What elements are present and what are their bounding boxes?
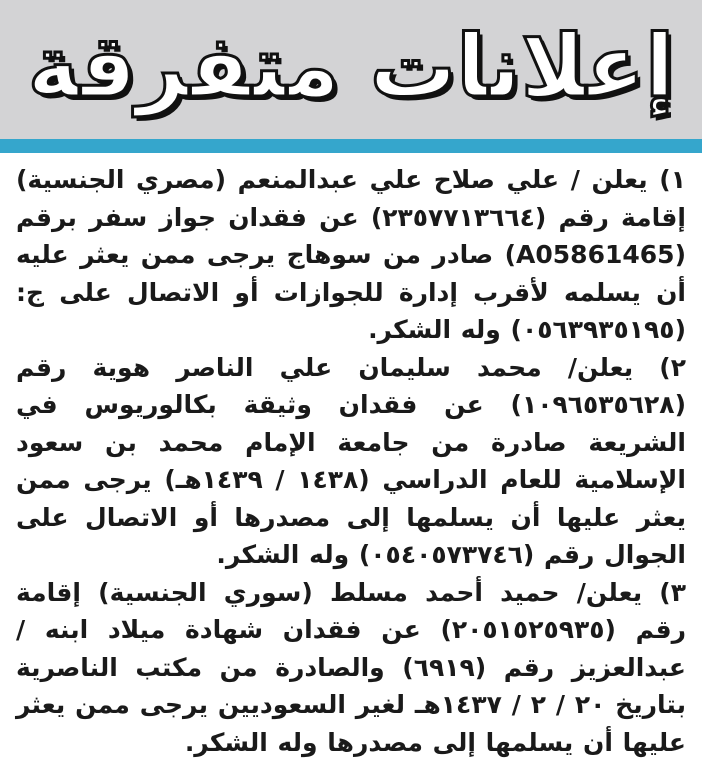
section-title: إعلانات متفرقة — [27, 16, 675, 117]
notices-list — [0, 153, 702, 761]
notice-item-2: ٢) يعلن/ محمد سليمان علي الناصر هوية رقم (١٠٩٦٥٣٥٦٢٨) عن فقدان وثيقة بكالوريوس في الشريعة صادرة من جامعة الإمام محمد بن سعود الإسلامية للعام الدراسي (١٤٣٨ / ١٤٣٩هـ) يرجى ممن يعثر عليها أن يسلمها إلى مصدرها أو الاتصال على الجوال رقم (٠٥٤٠٥٧٣٧٤٦) وله الشكر. — [16, 352, 686, 569]
section-header — [0, 0, 702, 139]
notice-item-1: ١) يعلن / علي صلاح علي عبدالمنعم (مصري الجنسية) إقامة رقم (٢٣٥٧٧١٣٦٦٤) عن فقدان جواز سفر برقم (A05861465) صادر من سوهاج يرجى ممن يعثر عليه أن يسلمه لأقرب إدارة للجوازات أو الاتصال على ج: (٠٥٦٣٩٣٥١٩٥) وله الشكر. — [16, 165, 686, 344]
accent-bar — [0, 139, 702, 153]
notice-item-3: ٣) يعلن/ حميد أحمد مسلط (سوري الجنسية) إقامة رقم (٢٠٥١٥٢٥٩٣٥) عن فقدان شهادة ميلاد ابنه / عبدالعزيز رقم (٦٩١٩) والصادرة من مكتب الناصرية بتاريخ ٢٠ / ٢ / ١٤٣٧هـ لغير السعوديين يرجى ممن يعثر عليها أن يسلمها إلى مصدرها وله الشكر. — [16, 577, 686, 757]
